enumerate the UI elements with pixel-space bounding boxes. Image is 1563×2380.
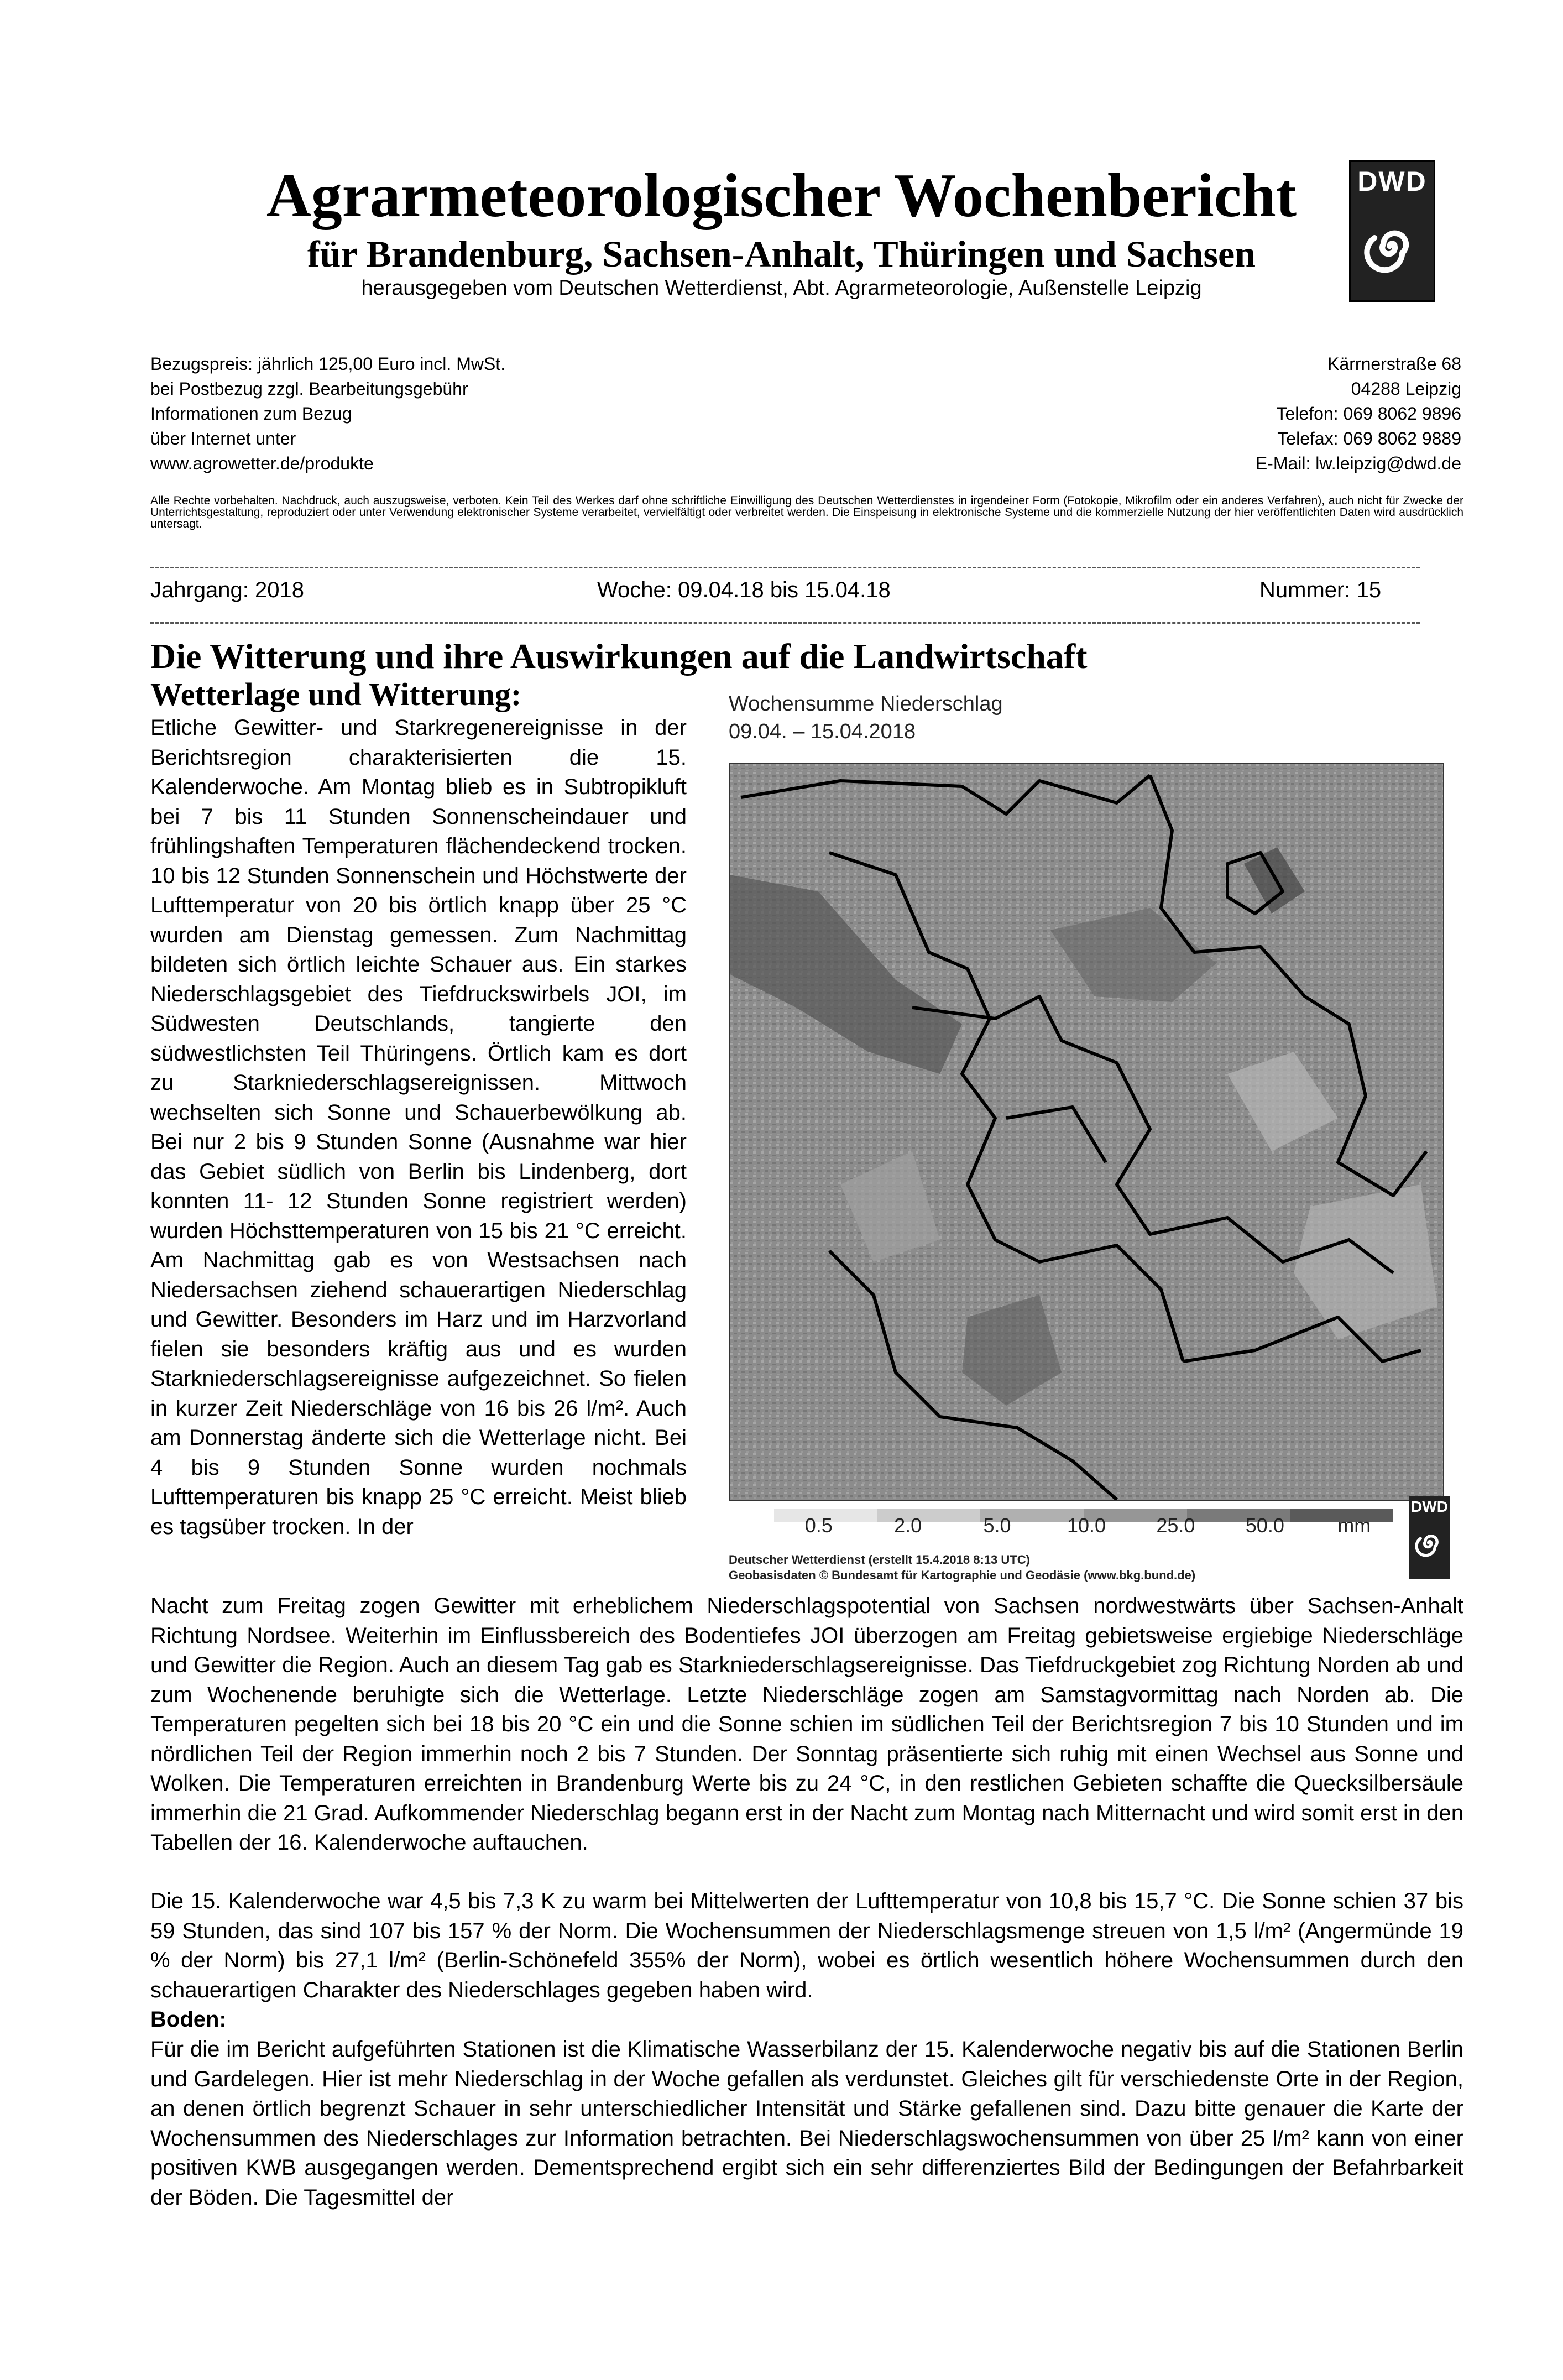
map-legend-labels xyxy=(774,1514,1399,1537)
legend-label: 50.0 xyxy=(1245,1514,1284,1537)
phone: Telefon: 069 8062 9896 xyxy=(1276,404,1461,424)
report-subtitle: für Brandenburg, Sachsen-Anhalt, Thüringen und Sachsen xyxy=(307,233,1256,275)
dwd-swirl-icon xyxy=(1413,1526,1446,1559)
dwd-swirl-icon xyxy=(1361,215,1424,278)
subscription-info xyxy=(150,352,505,476)
boden-title: Boden: xyxy=(150,2007,227,2032)
publisher-line: herausgegeben vom Deutschen Wetterdienst, Abt. Agrarmeteorologie, Außenstelle Leipzig xyxy=(361,276,1202,300)
subsection-title: Wetterlage und Witterung: xyxy=(150,676,522,712)
info-line: über Internet unter xyxy=(150,429,296,448)
dwd-logo xyxy=(1349,160,1435,302)
report-title: Agrarmeteorologischer Wochenbericht xyxy=(266,161,1297,230)
precipitation-map xyxy=(729,763,1444,1501)
info-line: Informationen zum Bezug xyxy=(150,404,352,424)
divider-bottom xyxy=(150,622,1420,624)
section-title: Die Witterung und ihre Auswirkungen auf die Landwirtschaft xyxy=(150,636,1088,676)
precipitation-map-graphic xyxy=(730,764,1443,1500)
legend-label: 10.0 xyxy=(1067,1514,1106,1537)
dwd-logo-text: DWD xyxy=(1357,166,1427,197)
legend-unit: mm xyxy=(1337,1514,1371,1537)
map-dwd-logo xyxy=(1409,1496,1450,1579)
legend-label: 25.0 xyxy=(1156,1514,1195,1537)
rights-notice: Alle Rechte vorbehalten. Nachdruck, auch auszugsweise, verboten. Kein Teil des Werkes darf ohne schriftliche Einwilligung des Deutschen Wetterdienstes in irgendeiner Form (Fotokopie, Mikrofilm oder ein anderes Verfahren), auch nicht für Zwecke der Unterrichtsgestaltung, reproduziert oder unter Verwendung elektronischer Systeme verarbeitet, vervielfältigt oder verbreitet werden. Die Einspeisung in elektronische Systeme und die kommerzielle Nutzung der hier veröffentlichten Daten wird ausdrücklich untersagt. xyxy=(150,494,1463,530)
map-title xyxy=(729,690,1003,745)
divider-top xyxy=(150,567,1420,568)
legend-label: 5.0 xyxy=(983,1514,1011,1537)
email-link[interactable]: E-Mail: lw.leipzig@dwd.de xyxy=(1255,453,1461,473)
weather-text-continued: Nacht zum Freitag zogen Gewitter mit erheblichem Niederschlagspotential von Sachsen nordwestwärts über Sachsen-Anhalt Richtung Nordsee. Weiterhin im Einflussbereich des Bodentiefes JOI überzogen am Freitag gebietsweise ergiebige Niederschläge und Gewitter die Region. Auch an diesem Tag gab es Starkniederschlagsereignisse. Das Tiefdruckgebiet zog Richtung Norden ab und zum Wochenende beruhigte sich die Wetterlage. Letzte Niederschläge zogen am Samstagvormittag nach Norden ab. Die Temperaturen pegelten sich bei 18 bis 20 °C ein und die Sonne schien im südlichen Teil der Berichtsregion 7 bis 10 Stunden und im nördlichen Teil der Region immerhin noch 2 bis 7 Stunden. Der Sonntag präsentierte sich ruhig mit einen Wechsel aus Sonne und Wolken. Die Temperaturen erreichten in Brandenburg Werte bis zu 24 °C, in den restlichen Gebieten schaffte die Quecksilbersäule immerhin die 21 Grad. Aufkommender Niederschlag begann erst in der Nacht zum Montag nach Mitternacht und wird somit erst in den Tabellen der 16. Kalenderwoche auftauchen. xyxy=(150,1594,1463,1855)
info-line: bei Postbezug zzgl. Bearbeitungsgebühr xyxy=(150,379,468,399)
fax: Telefax: 069 8062 9889 xyxy=(1277,429,1461,448)
map-title-line1: Wochensumme Niederschlag xyxy=(729,692,1003,716)
woche: Woche: 09.04.18 bis 15.04.18 xyxy=(597,578,891,602)
weather-column-text: Etliche Gewitter- und Starkregenereignisse in der Berichtsregion charakterisierten die 15. Kalenderwoche. Am Montag blieb es in Subtropikluft bei 7 bis 11 Stunden Sonnenscheindauer und frühlingshaften Temperaturen flächendeckend trocken. 10 bis 12 Stunden Sonnenschein und Höchstwerte der Lufttemperatur von 20 bis örtlich knapp über 25 °C wurden am Dienstag gemessen. Zum Nachmittag bildeten sich örtlich leichte Schauer aus. Ein starkes Niederschlagsgebiet des Tiefdruckswirbels JOI, im Südwesten Deutschlands, tangierte den südwestlichsten Teil Thüringens. Örtlich kam es dort zu Starkniederschlagsereignissen. Mittwoch wechselten sich Sonne und Schauerbewölkung ab. Bei nur 2 bis 9 Stunden Sonne (Ausnahme war hier das Gebiet südlich von Berlin bis Lindenberg, dort konnten 11- 12 Stunden Sonne registriert werden) wurden Höchsttemperaturen von 15 bis 21 °C erreicht. Am Nachmittag gab es von Westsachsen nach Niedersachsen ziehend schauerartigen Niederschlag und Gewitter. Besonders im Harz und im Harzvorland fielen sie besonders kräftig aus und es wurden Starkniederschlagsereignisse aufgezeichnet. So fielen in kurzer Zeit Niederschläge von 16 bis 26 l/m². Auch am Donnerstag änderte sich die Wetterlage nicht. Bei 4 bis 9 Stunden Sonne wurden nochmals Lufttemperaturen bis knapp 25 °C erreicht. Meist blieb es tagsüber trocken. In der xyxy=(150,716,687,1539)
map-credit-dwd: Deutscher Wetterdienst (erstellt 15.4.2018 8:13 UTC) xyxy=(729,1553,1030,1567)
jahrgang: Jahrgang: 2018 xyxy=(150,578,305,602)
contact-info xyxy=(1256,352,1461,476)
map-dwd-logo-text: DWD xyxy=(1411,1498,1448,1515)
legend-label: 0.5 xyxy=(804,1514,833,1537)
map-credit-geobasis: Geobasisdaten © Bundesamt für Kartographie und Geodäsie (www.bkg.bund.de) xyxy=(729,1568,1196,1582)
legend-label: 2.0 xyxy=(894,1514,922,1537)
info-line: Bezugspreis: jährlich 125,00 Euro incl. MwSt. xyxy=(150,354,506,374)
boden-text: Für die im Bericht aufgeführten Stationen ist die Klimatische Wasserbilanz der 15. Kalenderwoche negativ bis auf die Stationen Berlin und Gardelegen. Hier ist mehr Niederschlag in der Woche gefallen als verdunstet. Gleiches gilt für verschiedenste Orte in der Region, an denen örtlich begrenzt Schauer in sehr unterschiedlicher Intensität und Stärke gefallenen sind. Dazu bitte genauer die Karte der Wochensummen des Niederschlages zur Information betrachten. Bei Niederschlagswochensummen von über 25 l/m² kann von einer positiven KWB ausgegangen werden. Dementsprechend ergibt sich ein sehr differenziertes Bild der Bedingungen der Befahrbarkeit der Böden. Die Tagesmittel der xyxy=(150,2037,1463,2210)
info-link[interactable]: www.agrowetter.de/produkte xyxy=(150,453,374,473)
address-street: Kärrnerstraße 68 xyxy=(1327,354,1461,374)
map-title-line2: 09.04. – 15.04.2018 xyxy=(729,720,916,743)
nummer: Nummer: 15 xyxy=(1259,578,1382,602)
address-city: 04288 Leipzig xyxy=(1351,379,1461,399)
weather-summary-text: Die 15. Kalenderwoche war 4,5 bis 7,3 K zu warm bei Mittelwerten der Lufttemperatur von 10,8 bis 15,7 °C. Die Sonne schien 37 bis 59 Stunden, das sind 107 bis 157 % der Norm. Die Wochensummen der Niederschlagsmenge streuen von 1,5 l/m² (Angermünde 19 % der Norm) bis 27,1 l/m² (Berlin-Schönefeld 355% der Norm), wobei es örtlich wesentlich höhere Wochensummen durch den schauerartigen Charakter des Niederschlages gegeben haben wird. xyxy=(150,1889,1463,2002)
